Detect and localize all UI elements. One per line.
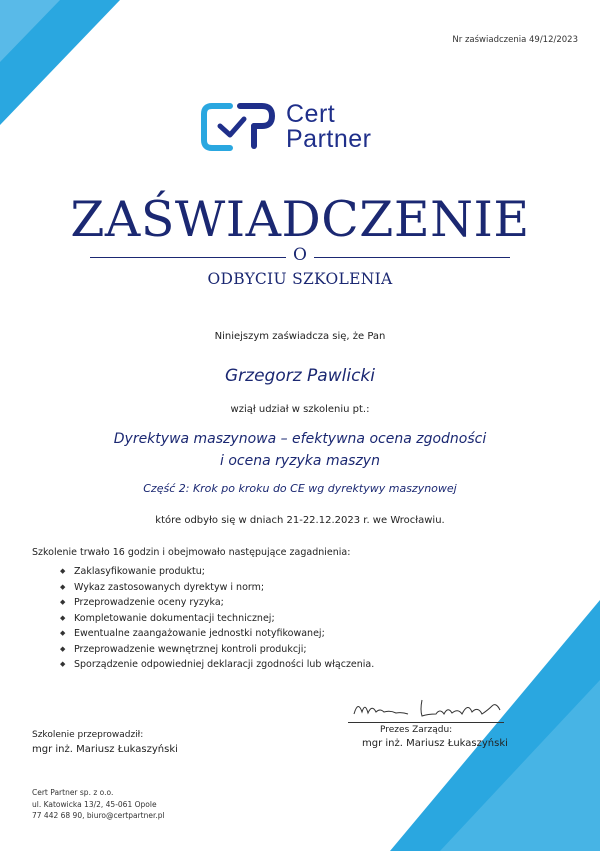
trainer-name: mgr inż. Mariusz Łukaszyński [32,744,178,755]
list-item: ◆ Kompletowanie dokumentacji technicznej; [60,611,374,627]
topics-intro: Szkolenie trwało 16 godzin i obejmowało następujące zagadnienia: [32,547,351,558]
course-title [0,428,600,472]
board-label: Prezes Zarządu: [380,725,453,735]
topics-list [60,564,374,673]
board-name: mgr inż. Mariusz Łukaszyński [362,738,508,749]
course-part: Część 2: Krok po kroku do CE wg dyrektywy maszynowej [143,482,457,495]
course-title-line2: i ocena ryzyka maszyn [220,453,380,469]
company-footer [32,787,165,822]
participation-text: wziął udział w szkoleniu pt.: [230,404,370,415]
intro-text: Niniejszym zaświadcza się, że Pan [214,331,386,342]
footer-address: ul. Katowicka 13/2, 45-061 Opole [32,799,157,809]
logo-text-line2: Partner [286,125,372,153]
document-subtitle: ODBYCIU SZKOLENIA [207,270,393,288]
trainer-label: Szkolenie przeprowadził: [32,730,144,740]
list-item: ◆ Przeprowadzenie wewnętrznej kontroli produkcji; [60,642,374,658]
title-divider-right [314,257,510,258]
course-title-line1: Dyrektywa maszynowa – efektywna ocena zgodności [113,431,487,447]
handwritten-signature [350,692,510,722]
footer-contact: 77 442 68 90, biuro@certpartner.pl [32,811,165,820]
document-title: ZAŚWIADCZENIE [70,191,530,248]
certificate-number: Nr zaświadczenia 49/12/2023 [452,35,578,45]
list-item: ◆ Ewentualne zaangażowanie jednostki notyfikowanej; [60,626,374,642]
logo-wordmark [286,102,371,152]
footer-company: Cert Partner sp. z o.o. [32,788,114,797]
cert-partner-logo [200,100,410,156]
list-item: ◆ Zaklasyfikowanie produktu; [60,564,374,580]
logo-mark-icon [200,102,278,152]
date-place: które odbyło się w dniach 21-22.12.2023 r. we Wrocławiu. [155,515,445,526]
list-item: ◆ Wykaz zastosowanych dyrektyw i norm; [60,580,374,596]
list-item: ◆ Przeprowadzenie oceny ryzyka; [60,595,374,611]
subtitle-o: O [293,245,307,265]
signature-line [348,722,504,723]
top-left-corner-decoration [0,0,130,130]
list-item: ◆ Sporządzenie odpowiedniej deklaracji zgodności lub włączenia. [60,657,374,673]
logo-text-line1: Cert [286,100,336,128]
person-name: Grzegorz Pawlicki [225,366,375,386]
